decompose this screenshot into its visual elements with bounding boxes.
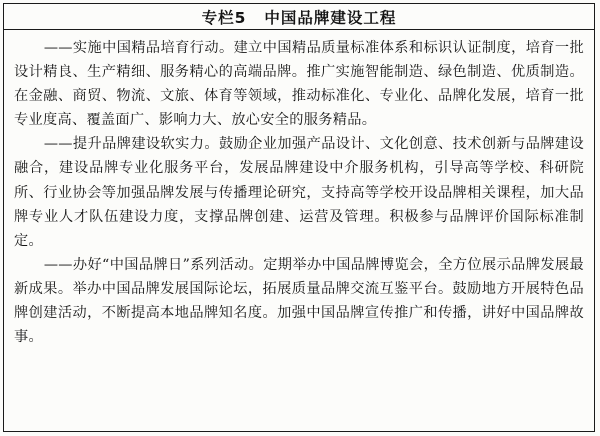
paragraph-soft-power: ——提升品牌建设软实力。鼓励企业加强产品设计、文化创意、技术创新与品牌建设融合，建设品牌专业化服务平台，发展品牌建设中介服务机构，引导高等学校、科研院所、行业协会等加强品牌发展与传播理论研究，支持高等学校开设品牌相关课程，加大品牌专业人才队伍建设力度，支撑品牌创建、运营及管理。积极参与品牌评价国际标准制定。 bbox=[14, 136, 584, 249]
column-box bbox=[3, 3, 595, 432]
column-title: 中国品牌建设工程 bbox=[264, 8, 397, 27]
paragraph-brand-day: ——办好“中国品牌日”系列活动。定期举办中国品牌博览会，全方位展示品牌发展最新成果。举办中国品牌发展国际论坛，拓展质量品牌交流互鉴平台。鼓励地方开展特色品牌创建活动，不断提高本地品牌知名度。加强中国品牌宣传推广和传播，讲好中国品牌故事。 bbox=[14, 256, 584, 346]
paragraph-quality-products: ——实施中国精品培育行动。建立中国精品质量标准体系和标识认证制度，培育一批设计精良、生产精细、服务精心的高端品牌。推广实施智能制造、绿色制造、优质制造。在金融、商贸、物流、文旅、体育等领域，推动标准化、专业化、品牌化发展，培育一批专业度高、覆盖面广、影响力大、放心安全的服务精品。 bbox=[14, 40, 584, 129]
column-title-bar bbox=[4, 4, 594, 30]
column-label: 专栏5 bbox=[201, 8, 247, 27]
column-body bbox=[4, 30, 594, 349]
